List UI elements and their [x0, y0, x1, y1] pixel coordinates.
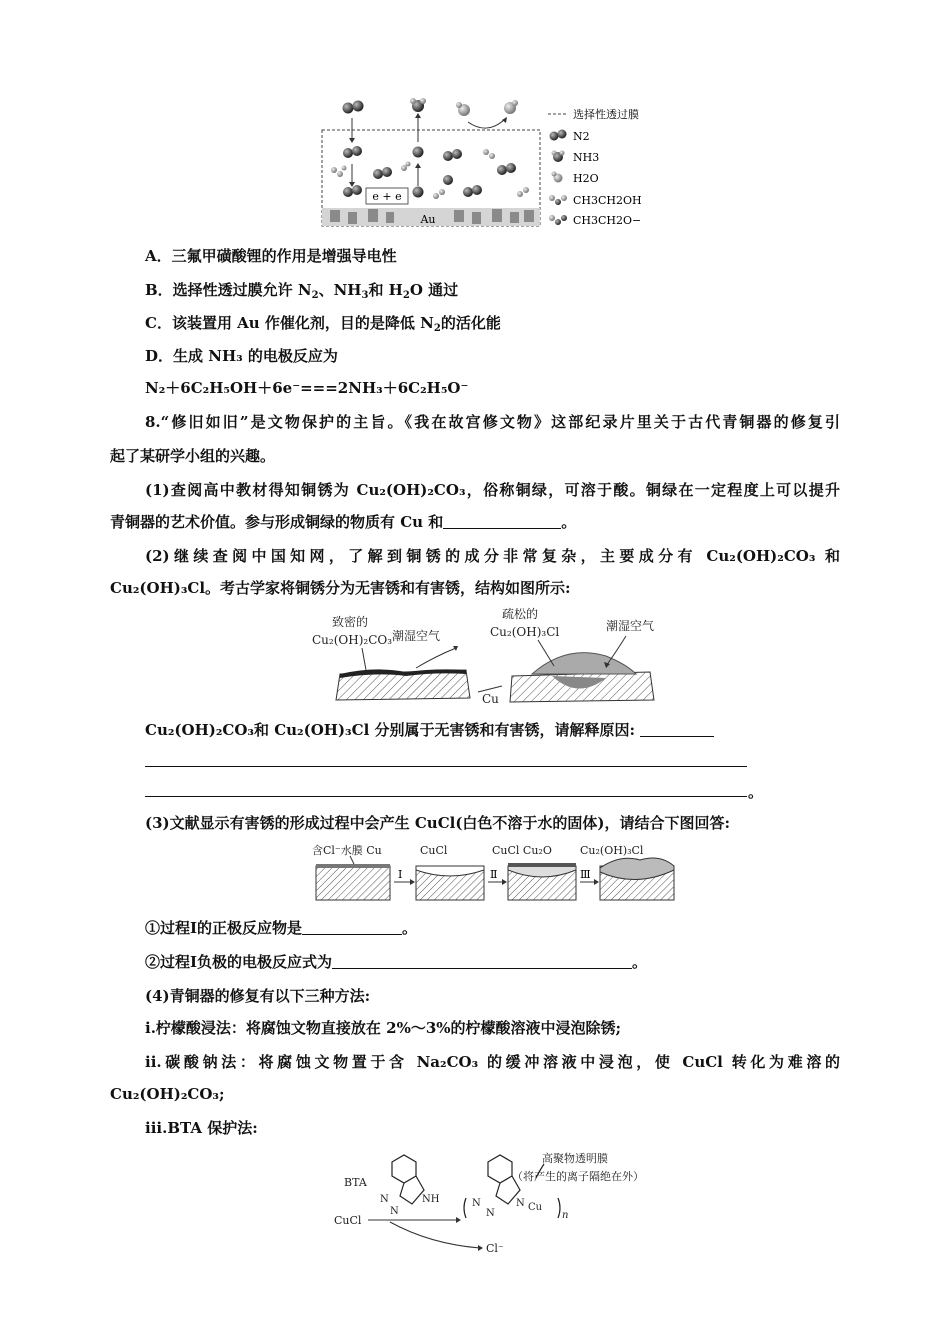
n2-molecule: [343, 101, 364, 114]
svg-text:高聚物透明膜: 高聚物透明膜: [542, 1152, 608, 1165]
svg-text:Au: Au: [420, 213, 436, 226]
answer-line[interactable]: [145, 766, 747, 767]
svg-text:N: N: [472, 1198, 481, 1209]
svg-text:N: N: [390, 1206, 399, 1217]
option-c: C．该装置用 Au 作催化剂，目的是降低 $N_2$的活化能: [145, 314, 501, 334]
svg-text:CH3CH2OH: CH3CH2OH: [573, 194, 642, 207]
svg-text:Cu₂(OH)₃Cl: Cu₂(OH)₃Cl: [580, 844, 644, 857]
svg-text:潮湿空气: 潮湿空气: [392, 629, 441, 643]
au-electrode: [322, 208, 540, 226]
answer-blank[interactable]: [302, 920, 402, 935]
svg-text:NH3: NH3: [573, 151, 600, 164]
figure-ammonia-synthesis: [318, 96, 678, 230]
svg-text:N: N: [380, 1194, 389, 1205]
svg-text:CH3CH2O−: CH3CH2O−: [573, 214, 642, 227]
figure-legend: [548, 107, 642, 227]
electron-label: e + e: [372, 190, 402, 203]
option-a: A．三氟甲磺酸锂的作用是增强导电性: [145, 247, 397, 265]
q8-part4: (4)青铜器的修复有以下三种方法:: [145, 987, 371, 1005]
method-ii: ii.碳酸钠法：将腐蚀文物置于含 Na₂CO₃ 的缓冲溶液中浸泡，使 CuCl 转化为难溶的: [145, 1053, 840, 1071]
q8-part1-cont: 青铜器的艺术价值。参与形成铜绿的物质有 Cu 和 。: [110, 513, 577, 531]
svg-text:CuCl Cu₂O: CuCl Cu₂O: [492, 844, 552, 857]
method-i: i.柠檬酸浸法：将腐蚀文物直接放在 2%～3%的柠檬酸溶液中浸泡除锈;: [145, 1019, 622, 1037]
figure-bta-protection: [330, 1148, 670, 1258]
svg-text:BTA: BTA: [344, 1176, 367, 1189]
svg-text:（将产生的离子隔绝在外）: （将产生的离子隔绝在外）: [512, 1170, 644, 1183]
svg-text:疏松的: 疏松的: [502, 607, 539, 621]
svg-text:潮湿空气: 潮湿空气: [606, 619, 655, 633]
option-d: D．生成 NH₃ 的电极反应为: [145, 347, 338, 365]
svg-text:Cu: Cu: [482, 692, 499, 706]
svg-text:Ⅰ: Ⅰ: [398, 868, 403, 881]
svg-text:含Cl⁻水膜 Cu: 含Cl⁻水膜 Cu: [312, 844, 382, 857]
svg-text:H2O: H2O: [573, 172, 599, 185]
q8-part3-q1: ①过程Ⅰ的正极反应物是 。: [145, 919, 418, 937]
q8-part2-cont: Cu₂(OH)₃Cl。考古学家将铜锈分为无害锈和有害锈，结构如图所示:: [110, 579, 571, 597]
option-d-equation: N₂＋6C₂H₅OH＋6e⁻===2NH₃＋6C₂H₅O⁻: [145, 379, 469, 397]
svg-text:Cu₂(OH)₃Cl: Cu₂(OH)₃Cl: [490, 625, 560, 639]
method-iii: iii.BTA 保护法:: [145, 1119, 258, 1137]
q8-part3-q2: ②过程Ⅰ负极的电极反应式为 。: [145, 953, 648, 971]
sentence-end: 。: [748, 783, 764, 801]
figure-cucl-process: [310, 840, 690, 906]
bta-molecule: [392, 1155, 424, 1204]
svg-text:致密的: 致密的: [332, 615, 369, 629]
q8-intro: 8.“修旧如旧”是文物保护的主旨。《我在故宫修文物》这部纪录片里关于古代青铜器的修复引: [145, 413, 840, 431]
method-ii-cont: Cu₂(OH)₂CO₃;: [110, 1085, 225, 1103]
svg-text:NH: NH: [422, 1194, 440, 1205]
svg-text:N: N: [516, 1198, 525, 1209]
svg-text:n: n: [562, 1210, 569, 1221]
answer-line[interactable]: [145, 796, 747, 797]
answer-blank[interactable]: [443, 514, 561, 529]
svg-text:Cl⁻: Cl⁻: [486, 1242, 504, 1255]
q8-part1: (1)查阅高中教材得知铜锈为 Cu₂(OH)₂CO₃，俗称铜绿，可溶于酸。铜绿在一定程度上可以提升: [145, 481, 840, 499]
svg-text:CuCl: CuCl: [334, 1214, 362, 1227]
nh3-molecule: [456, 100, 518, 116]
answer-blank[interactable]: [332, 954, 632, 969]
svg-text:Cu₂(OH)₂CO₃: Cu₂(OH)₂CO₃: [312, 633, 393, 647]
svg-text:Ⅲ: Ⅲ: [580, 868, 591, 881]
svg-text:Ⅱ: Ⅱ: [490, 868, 498, 881]
q8-part2-question: Cu₂(OH)₂CO₃和 Cu₂(OH)₃Cl 分别属于无害锈和有害锈，请解释原因:: [145, 720, 840, 740]
nh3-molecule: [410, 98, 426, 112]
q8-part3: (3)文献显示有害锈的形成过程中会产生 CuCl(白色不溶于水的固体)，请结合下图回答:: [145, 814, 731, 832]
answer-blank[interactable]: [640, 722, 714, 737]
q8-part2: (2)继续查阅中国知网，了解到铜锈的成分非常复杂，主要成分有 Cu₂(OH)₂CO₃ 和: [145, 547, 840, 565]
svg-text:选择性透过膜: 选择性透过膜: [573, 108, 639, 121]
option-b: B．选择性透过膜允许 $N_2$、$NH_3$和 $H_2O$ 通过: [145, 281, 459, 301]
svg-text:Cu: Cu: [528, 1202, 543, 1213]
svg-text:CuCl: CuCl: [420, 844, 448, 857]
svg-text:N2: N2: [573, 130, 590, 143]
figure-rust-types: [306, 604, 666, 708]
svg-text:N: N: [486, 1208, 495, 1219]
q8-intro-cont: 起了某研学小组的兴趣。: [110, 447, 276, 465]
